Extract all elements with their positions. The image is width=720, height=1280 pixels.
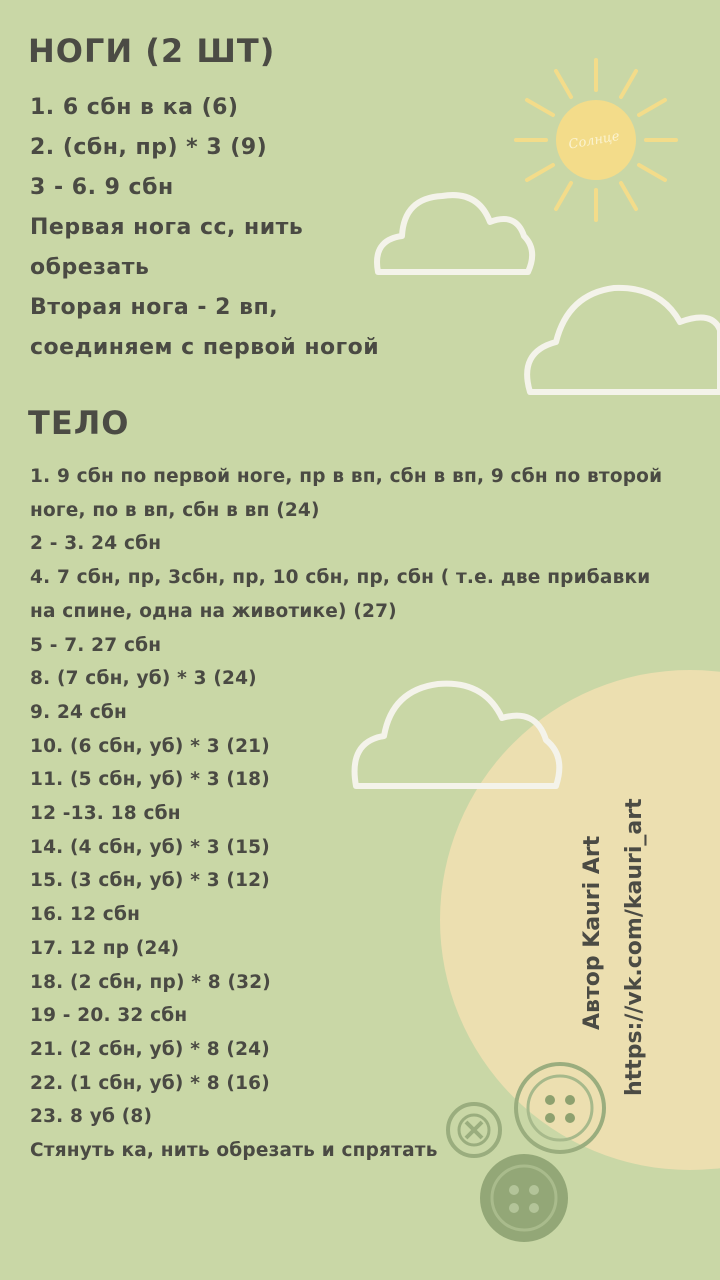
list-item: 14. (4 сбн, уб) * 3 (15) — [30, 836, 270, 858]
list-item: 8. (7 сбн, уб) * 3 (24) — [30, 668, 257, 690]
list-item: 11. (5 сбн, уб) * 3 (18) — [30, 769, 270, 791]
list-item: 23. 8 уб (8) — [30, 1106, 153, 1128]
list-item: 2. (сбн, пр) * 3 (9) — [30, 135, 268, 160]
body-instructions — [30, 460, 662, 1168]
list-item: 1. 9 сбн по первой ноге, пр в вп, сбн в вп, 9 сбн по второй — [30, 466, 663, 487]
list-item: 19 - 20. 32 сбн — [30, 1005, 188, 1027]
list-item: 4. 7 сбн, пр, 3сбн, пр, 10 сбн, пр, сбн ( т.е. две прибавки — [30, 567, 651, 589]
list-item: ноге, по в вп, сбн в вп (24) — [30, 499, 320, 521]
list-item: 15. (3 сбн, уб) * 3 (12) — [30, 870, 270, 892]
sun-label: Солнце — [567, 128, 621, 153]
list-item: 1. 6 сбн в ка (6) — [30, 95, 239, 120]
list-item: 18. (2 сбн, пр) * 8 (32) — [30, 971, 271, 993]
sun-icon — [516, 60, 676, 220]
list-item: 12 -13. 18 сбн — [30, 803, 181, 825]
list-item: Стянуть ка, нить обрезать и спрятать — [30, 1140, 438, 1162]
cloud-icon — [527, 288, 720, 392]
list-item: 22. (1 сбн, уб) * 8 (16) — [30, 1072, 270, 1094]
list-item: 17. 12 пр (24) — [30, 937, 180, 959]
body-title: ТЕЛО — [28, 404, 130, 442]
list-item: 16. 12 сбн — [30, 904, 141, 926]
list-item: 21. (2 сбн, уб) * 8 (24) — [30, 1038, 270, 1060]
list-item: 3 - 6. 9 сбн — [30, 175, 174, 200]
list-item: на спине, одна на животике) (27) — [30, 600, 397, 622]
list-item: соединяем с первой ногой — [30, 335, 380, 360]
list-item: обрезать — [30, 255, 150, 280]
list-item: 2 - 3. 24 сбн — [30, 533, 162, 555]
list-item: 9. 24 сбн — [30, 701, 127, 723]
legs-instructions — [30, 88, 379, 368]
list-item: 5 - 7. 27 сбн — [30, 634, 162, 656]
legs-title: НОГИ (2 ШТ) — [28, 32, 276, 70]
list-item: 10. (6 сбн, уб) * 3 (21) — [30, 735, 270, 757]
author-link[interactable]: https://vk.com/kauri_art — [622, 798, 647, 1096]
list-item: Вторая нога - 2 вп, — [30, 295, 279, 320]
cloud-icon — [377, 195, 532, 272]
author-name: Автор Kauri Art — [580, 835, 605, 1030]
list-item: Первая нога сс, нить — [30, 215, 304, 240]
